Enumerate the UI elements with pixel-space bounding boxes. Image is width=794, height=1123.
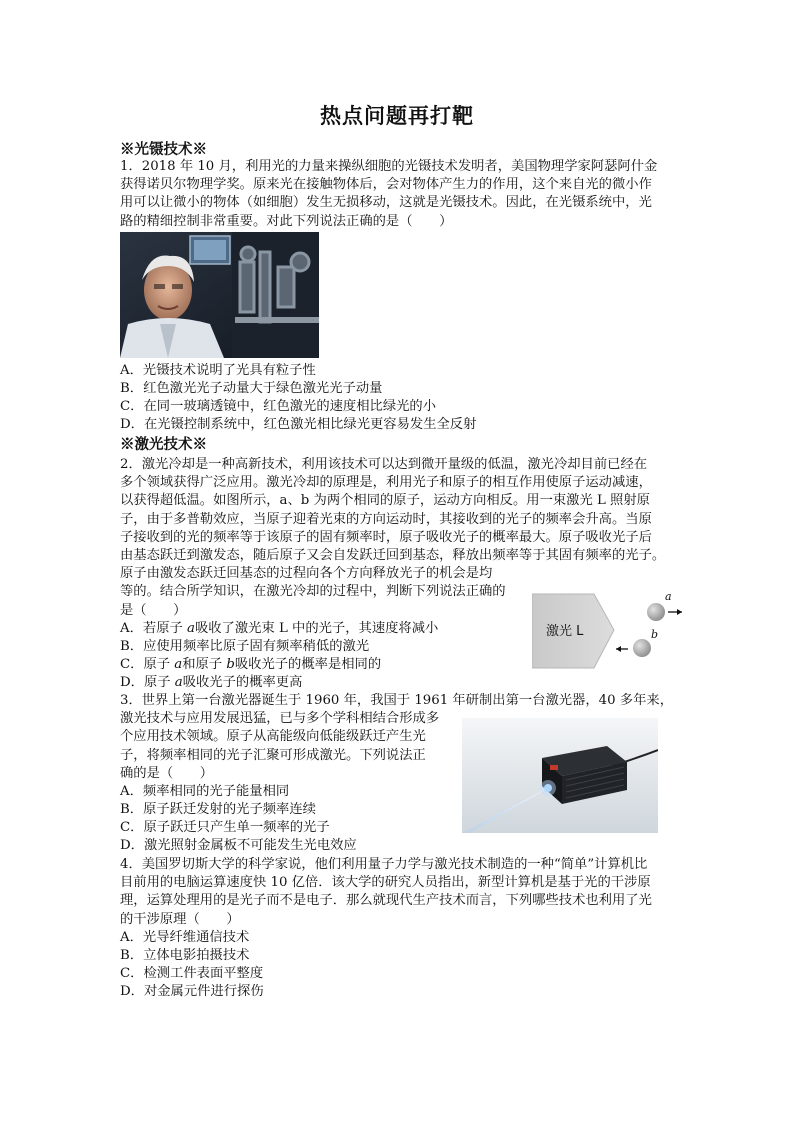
q1-option-a: A．光镊技术说明了光具有粒子性 <box>120 363 316 378</box>
option-text: 和原子 <box>182 657 227 672</box>
option-text: 吸收光子的概率是相同的 <box>234 657 382 672</box>
question-1-stem <box>120 158 676 231</box>
q3-option-b: B．原子跃迁发射的光子频率连续 <box>120 802 316 817</box>
section-heading-laser: ※激光技术※ <box>120 436 207 453</box>
page-title: 热点问题再打靶 <box>320 103 474 128</box>
option-variable: b <box>226 657 235 672</box>
q1-option-b: B．红色激光光子动量大于绿色激光光子动量 <box>120 381 383 396</box>
q2-line: 子接收到的光的频率等于该原子的固有频率时，原子吸收光子的概率最大。原子吸收光子后 <box>120 529 652 545</box>
q3-option-a: A．频率相同的光子能量相同 <box>120 784 290 799</box>
q2-line: 子，由于多普勒效应，当原子迎着光束的方向运动时，其接收到的光子的频率会升高。当原 <box>120 511 652 527</box>
option-variable: a <box>187 621 195 636</box>
q2-option-d <box>120 674 302 692</box>
q4-line: 理，运算处理用的是光子而不是电子．那么就现代生产技术而言，下列哪些技术也利用了光 <box>120 893 652 909</box>
atom-a <box>647 603 665 621</box>
option-variable: a <box>174 657 183 672</box>
laser-cooling-diagram <box>532 592 688 672</box>
q3-line: 子，将频率相同的光子汇聚可形成激光。下列说法正 <box>120 747 426 763</box>
q2-option-b <box>120 638 369 656</box>
section-heading-optical-tweezers: ※光镊技术※ <box>120 141 207 158</box>
q4-line: 目前用的电脑运算速度快 10 亿倍．该大学的研究人员指出，新型计算机是基于光的干涉原 <box>120 875 651 891</box>
option-variable: a <box>174 675 183 690</box>
q4-line: 4．美国罗切斯大学的科学家说，他们利用量子力学与激光技术制造的一种“简单”计算机比 <box>120 857 648 872</box>
q2-line: 原子由激发态跃迁回基态的过程向各个方向释放光子的机会是均 <box>120 566 493 582</box>
q3-option-c: C．原子跃迁只产生单一频率的光子 <box>120 820 330 835</box>
q3-line: 3．世界上第一台激光器诞生于 1960 年，我国于 1961 年研制出第一台激光器，40 多年来， <box>120 693 673 708</box>
q2-line: 等的。结合所学知识，在激光冷却的过程中，判断下列说法正确的 <box>120 584 506 600</box>
q1-line: 1．2018 年 10 月，利用光的力量来操纵细胞的光镊技术发明者，美国物理学家阿瑟阿什金 <box>120 159 658 174</box>
q2-option-c <box>120 656 381 674</box>
q2-line: 以获得超低温。如图所示，a、b 为两个相同的原子，运动方向相反。用一束激光 L 照射原 <box>120 493 650 509</box>
q1-line: 路的精细控制非常重要。对此下列说法正确的是（ ） <box>120 213 453 229</box>
ashkin-photo <box>120 232 319 358</box>
option-text: A．若原子 <box>120 621 188 636</box>
atom-b <box>633 639 651 657</box>
q2-option-a <box>120 620 438 638</box>
q3-line: 个应用技术领域。原子从高能级向低能级跃迁产生光 <box>120 729 426 745</box>
q4-option-a: A．光导纤维通信技术 <box>120 930 250 945</box>
q4-option-b: B．立体电影拍摄技术 <box>120 948 250 963</box>
q2-line: 是（ ） <box>120 602 187 618</box>
q3-line: 激光技术与应用发展迅猛，已与多个学科相结合形成多 <box>120 711 440 727</box>
laser-device-photo <box>462 718 658 833</box>
option-text: B．应使用频率比原子固有频率稍低的激光 <box>120 639 370 654</box>
option-text: D．原子 <box>120 675 175 690</box>
q3-line: 确的是（ ） <box>120 765 214 781</box>
q2-line: 由基态跃迁到激发态，随后原子又会自发跃迁回到基态，释放出频率等于其固有频率的光子。 <box>120 548 666 564</box>
laser-beam-label: 激光 L <box>546 624 584 639</box>
option-text: C．原子 <box>120 657 175 672</box>
q2-line: 多个领域获得广泛应用。激光冷却的原理是，利用光子和原子的相互作用使原子运动减速， <box>120 475 652 491</box>
option-text: 吸收光子的概率更高 <box>182 675 303 690</box>
q1-option-c: C．在同一玻璃透镜中，红色激光的速度相比绿光的小 <box>120 399 437 414</box>
q1-line: 获得诺贝尔物理学奖。原来光在接触物体后，会对物体产生力的作用，这个来自光的微小作 <box>120 177 652 193</box>
q3-option-d: D．激光照射金属板不可能发生光电效应 <box>120 838 357 853</box>
q2-line: 2．激光冷却是一种高新技术，利用该技术可以达到微开量级的低温，激光冷却目前已经在 <box>120 457 648 472</box>
q1-line: 用可以让微小的物体（如细胞）发生无损移动，这就是光镊技术。因此，在光镊系统中，光 <box>120 195 652 211</box>
q4-option-d: D．对金属元件进行探伤 <box>120 984 264 999</box>
question-4-stem <box>120 856 676 929</box>
atom-a-label: a <box>665 590 672 603</box>
atom-b-label: b <box>651 628 659 641</box>
option-text: 吸收了激光束 L 中的光子，其速度将减小 <box>194 621 439 636</box>
q4-line: 的干涉原理（ ） <box>120 911 240 927</box>
q4-option-c: C．检测工件表面平整度 <box>120 966 264 981</box>
q1-option-d: D．在光镊控制系统中，红色激光相比绿光更容易发生全反射 <box>120 417 477 432</box>
